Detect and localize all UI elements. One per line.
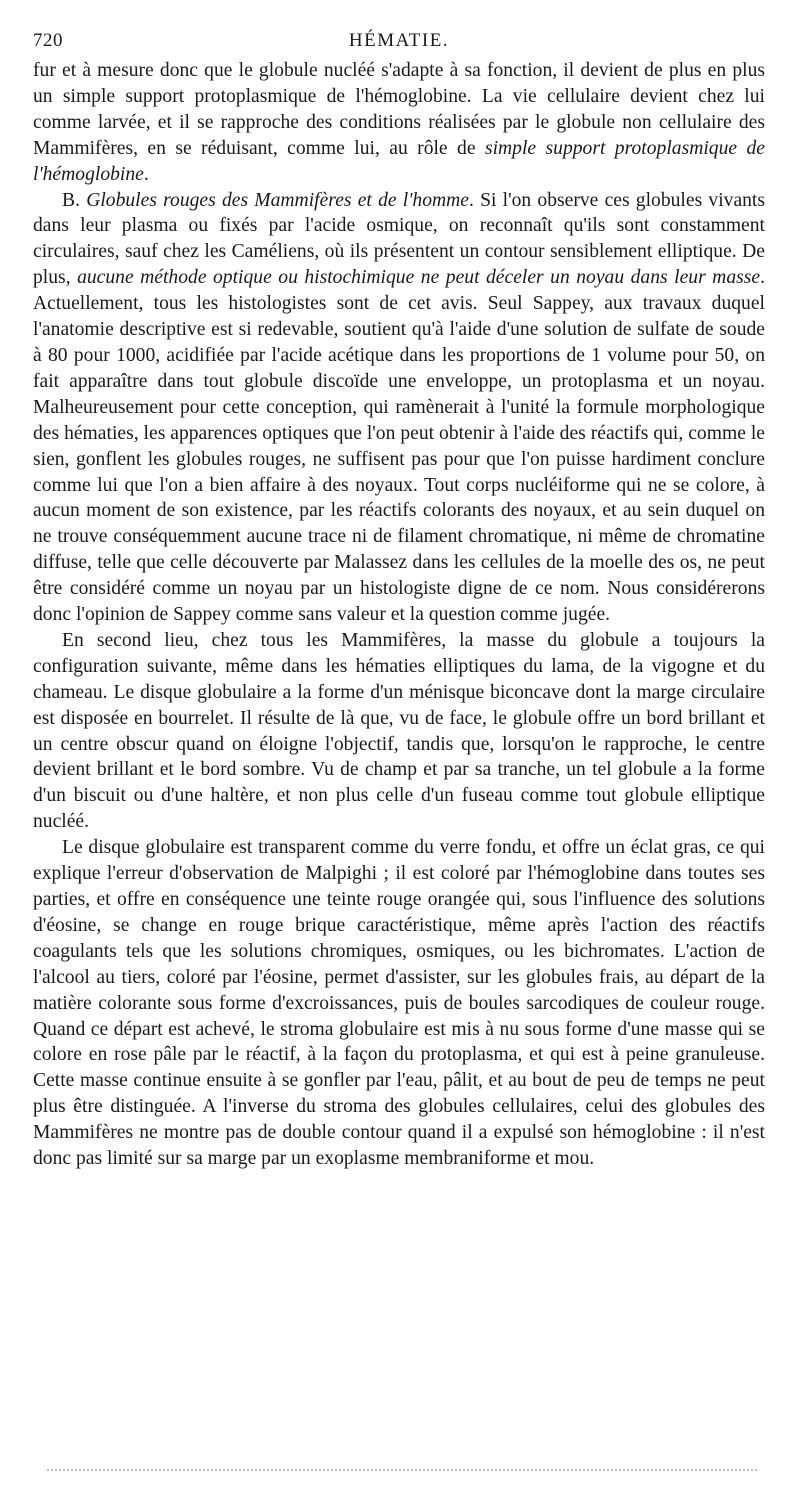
page: [33, 30, 765, 1172]
paragraph-2-emphasis: aucune méthode optique ou histochimique ne peut déceler un noyau dans leur masse: [77, 267, 761, 289]
paragraph-1-text: fur et à mesure donc que le globule nucléé s'adapte à sa fonction, il devient de plus en plus un simple support protoplasmique de l'hémoglobine. La vie cellulaire devient chez lui comme larvée, et il se rapproche des conditions réalisées par le globule non cellulaire des Mammifères, en se réduisant, comme lui, au rôle de: [33, 60, 765, 159]
section-heading: Globules rouges des Mammifères et de l'homme: [86, 189, 469, 211]
page-number: 720: [33, 30, 63, 51]
running-title: HÉMATIE.: [348, 30, 450, 51]
paragraph-1: [33, 58, 765, 188]
paragraph-3: En second lieu, chez tous les Mammifères, la masse du globule a toujours la configuration suivante, même dans les hématies elliptiques du lama, de la vigogne et du chameau. Le disque globulaire a la forme d'un ménisque biconcave dont la marge circulaire est disposée en bourrelet. Il résulte de là que, vu de face, le globule offre un bord brillant et un centre obscur quand on éloigne l'objectif, tandis que, lorsqu'on le rapproche, le centre devient brillant et le bord sombre. Vu de champ et par sa tranche, un tel globule a la forme d'un biscuit ou d'une haltère, et non plus celle d'un fuseau comme tout globule elliptique nucléé.: [33, 629, 765, 833]
section-marker: B.: [62, 189, 87, 211]
paragraph-1-end: .: [143, 163, 149, 185]
page-header: [33, 30, 765, 58]
body-text: [33, 58, 765, 1172]
paragraph-2-end: . Actuellement, tous les histologistes sont de cet avis. Seul Sappey, aux travaux duquel l'anatomie descriptive est si redevable, soutient qu'à l'aide d'une solution de sulfate de soude à 80 pour 1000, acidifiée par l'acide acétique dans les proportions de 1 volume pour 50, on fait apparaître dans tout globule discoïde une enveloppe, un protoplasma et un noyau. Malheureusement pour cette conception, qui ramènerait à l'unité la formule morphologique des hématies, les apparences optiques que l'on peut obtenir à l'aide des réactifs qui, comme le sien, gonflent les globules rouges, ne suffisent pas pour que l'on puisse hardiment conclure comme lui que l'on a bien affaire à des noyaux. Tout corps nucléiforme qui ne se colore, à aucun moment de son existence, par les réactifs colorants des noyaux, et au sein duquel on ne trouve conséquemment aucune trace ni de filament chromatique, ni même de chromatine diffuse, telle que celle découverte par Malassez dans les cellules de la moelle des os, ne peut être considéré comme un noyau par un histologiste digne de ce nom. Nous considérerons donc l'opinion de Sappey comme sans valeur et la question comme jugée.: [33, 267, 765, 626]
paragraph-2: [33, 188, 765, 628]
paragraph-1-emphasis: simple support protoplasmique de l'hémoglobine: [33, 137, 765, 185]
paragraph-2-text: . Si l'on observe ces globules vivants dans leur plasma ou fixés par l'acide osmique, on reconnaît qu'ils sont constamment circulaires, sauf chez les Caméliens, où ils présentent un contour sensiblement elliptique. De plus,: [33, 189, 766, 289]
paragraph-4: Le disque globulaire est transparent comme du verre fondu, et offre un éclat gras, ce qui explique l'erreur d'observation de Malpighi ; il est coloré par l'hémoglobine dans toutes ses parties, et offre en conséquence une teinte rouge orangée qui, sous l'influence des solutions d'éosine, se change en rouge brique caractéristique, même après l'action des réactifs coagulants tels que les solutions chromiques, osmiques, ou les bichromates. L'action de l'alcool au tiers, coloré par l'éosine, permet d'assister, sur les globules frais, au départ de la matière colorante sous forme d'excroissances, puis de boules sarcodiques de couleur rouge. Quand ce départ est achevé, le stroma globulaire est mis à nu sous forme d'une masse qui se colore en rose pâle par le réactif, à la façon du protoplasma, et qui est à peine granuleuse. Cette masse continue ensuite à se gonfler par l'eau, pâlit, et au bout de peu de temps ne peut plus être distinguée. A l'inverse du stroma des globules cellulaires, celui des globules des Mammifères ne montre pas de double contour quand il a expulsé son hémoglobine : il n'est donc pas limité sur sa marge par un exoplasme membraniforme et mou.: [33, 837, 765, 1170]
footer-dotted-rule: [47, 1469, 757, 1471]
